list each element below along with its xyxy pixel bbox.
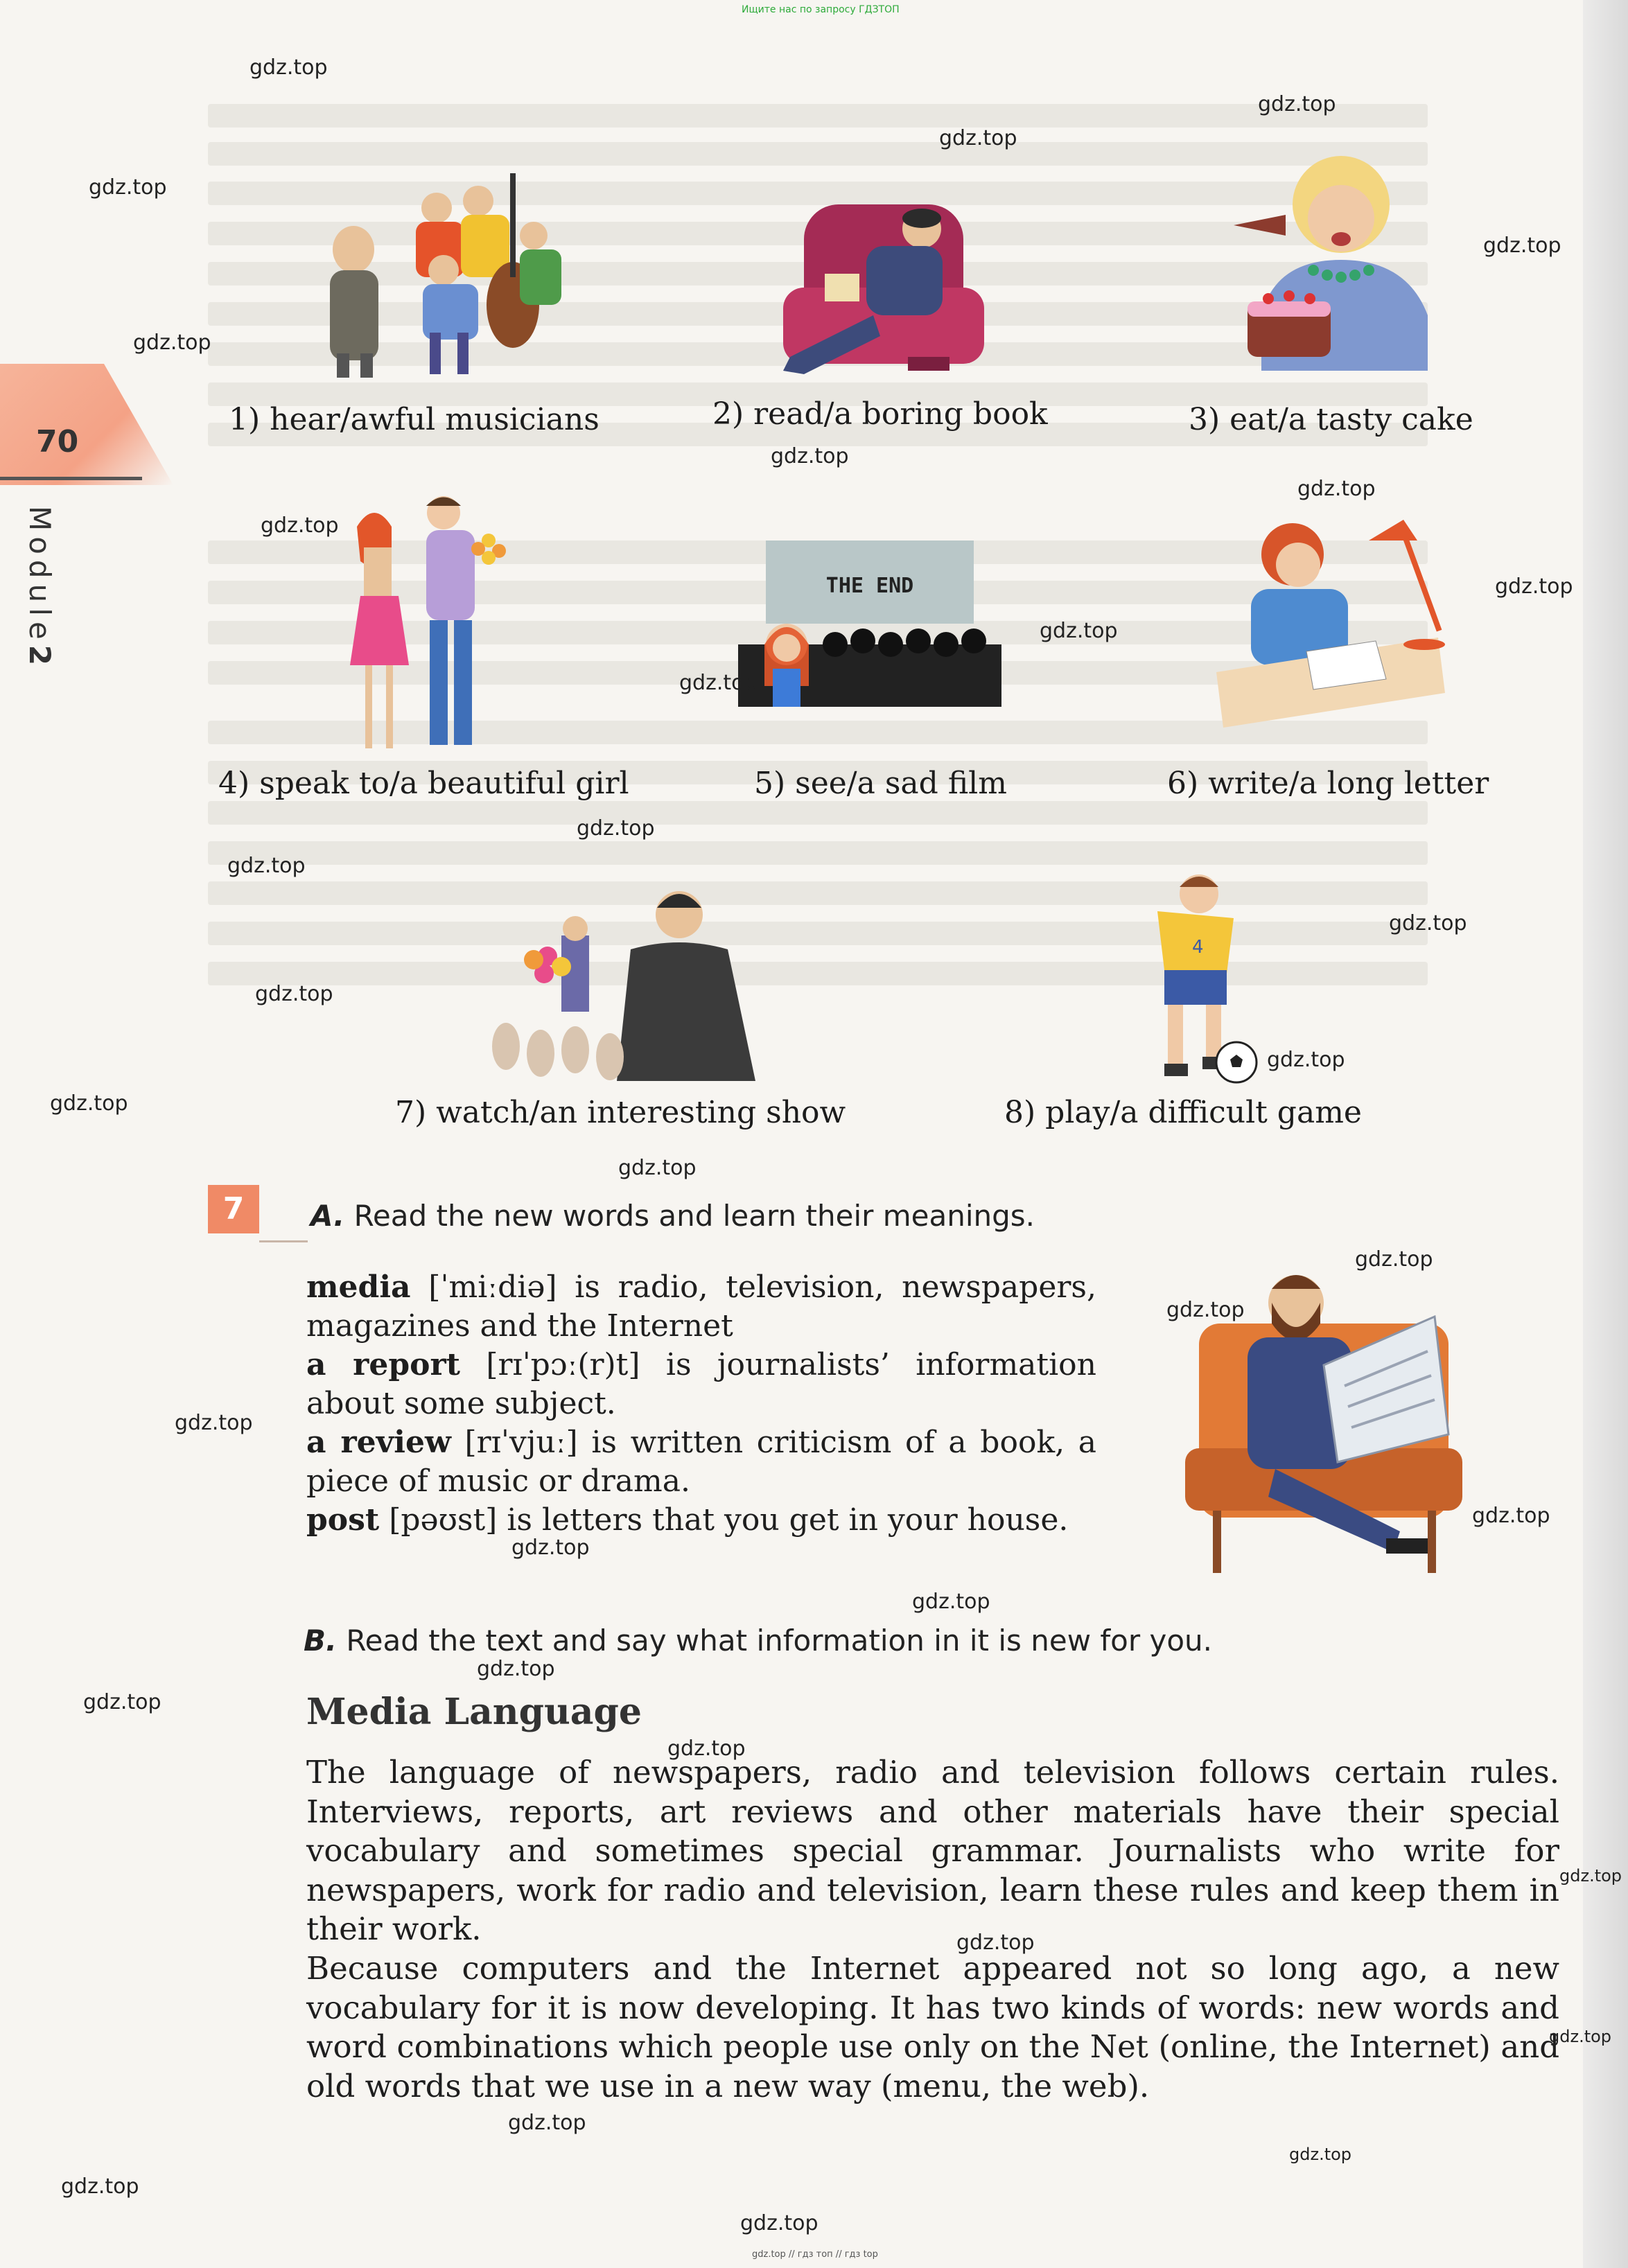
watermark: gdz.top	[227, 854, 306, 878]
watermark: gdz.top	[83, 1690, 161, 1714]
watermark: gdz.top	[1549, 2027, 1612, 2046]
page-gutter-shade	[1583, 0, 1628, 2268]
picture-8-caption: 8) play/a difficult game	[1004, 1095, 1362, 1130]
module-label: Module2	[23, 506, 57, 671]
watermark: gdz.top	[1355, 1247, 1433, 1272]
svg-text:4: 4	[1192, 937, 1204, 958]
exercise-number-line	[259, 1240, 308, 1242]
watermark: gdz.top	[1267, 1048, 1345, 1072]
picture-6-caption: 6) write/a long letter	[1167, 766, 1489, 801]
picture-3-caption: 3) eat/a tasty cake	[1189, 402, 1473, 437]
watermark: gdz.top	[89, 175, 167, 200]
watermark: gdz.top	[939, 126, 1017, 150]
bottom-note: gdz.top // гдз топ // гдз top	[752, 2249, 878, 2260]
picture-2-caption: 2) read/a boring book	[712, 396, 1048, 432]
watermark: gdz.top	[667, 1737, 746, 1761]
watermark: gdz.top	[1289, 2145, 1352, 2164]
watermark: gdz.top	[1258, 92, 1336, 116]
vocabulary-list	[306, 1268, 1096, 1540]
watermark: gdz.top	[261, 513, 339, 538]
picture-7-caption: 7) watch/an interesting show	[395, 1095, 846, 1130]
watermark: gdz.top	[175, 1411, 253, 1435]
part-a-instruction	[310, 1199, 1035, 1233]
watermark: gdz.top	[511, 1536, 590, 1560]
couple-illustration	[322, 492, 537, 762]
watermark: gdz.top	[1040, 619, 1118, 643]
show-illustration	[478, 880, 769, 1081]
watermark: gdz.top	[1166, 1298, 1245, 1322]
watermark: gdz.top	[50, 1091, 128, 1116]
watermark: gdz.top	[679, 671, 758, 695]
watermark: gdz.top	[1559, 1866, 1622, 1885]
vocab-entry: post [pəʊst] is letters that you get in your house.	[306, 1502, 1069, 1538]
watermark: gdz.top	[956, 1931, 1035, 1955]
paragraph: The language of newspapers, radio and television follows certain rules. Interviews, reports, art reviews and other materials have their special vocabulary and sometimes special grammar. Journalists who write for newspapers, work for radio and television, learn these rules and keep them in their work.	[306, 1754, 1559, 1948]
vocab-entry: media [ˈmiːdiə] is radio, television, newspapers, magazines and the Internet	[306, 1269, 1096, 1344]
letter-writer-illustration	[1202, 499, 1452, 728]
media-language-text	[306, 1753, 1559, 2106]
exercise-number: 7	[208, 1185, 259, 1233]
watermark: gdz.top	[618, 1156, 697, 1180]
watermark: gdz.top	[1297, 477, 1376, 501]
watermark: gdz.top	[1495, 574, 1573, 599]
picture-4-caption: 4) speak to/a beautiful girl	[218, 766, 629, 801]
watermark: gdz.top	[61, 2174, 139, 2199]
screen-text: THE END	[825, 574, 914, 598]
cake-eater-illustration	[1220, 142, 1455, 385]
football-icon	[1215, 1041, 1258, 1084]
vocab-entry: a report [rɪˈpɔː(r)t] is journalists’ information about some subject.	[306, 1347, 1096, 1421]
newspaper-reader-illustration	[1171, 1240, 1476, 1580]
page-number: 70	[36, 424, 79, 459]
watermark: gdz.top	[771, 444, 849, 468]
musicians-illustration	[305, 146, 596, 381]
watermark: gdz.top	[133, 331, 211, 355]
side-tab	[0, 364, 173, 485]
watermark: gdz.top	[1483, 234, 1561, 258]
watermark: gdz.top	[477, 1657, 555, 1681]
picture-1-caption: 1) hear/awful musicians	[229, 402, 599, 437]
page-number-rule	[0, 477, 142, 480]
watermark: gdz.top	[255, 982, 333, 1006]
part-a-text: Read the new words and learn their meanings.	[353, 1199, 1035, 1233]
watermark: gdz.top	[1389, 911, 1467, 935]
paragraph: Because computers and the Internet appeared not so long ago, a new vocabulary for it is now developing. It has two kinds of words: new words and word combinations which people use only on the Net (online, the Internet) and old words that we use in a new way (menu, the web).	[306, 1949, 1559, 2104]
text-title: Media Language	[306, 1691, 642, 1733]
vocab-entry: a review [rɪˈvjuː] is written criticism of a book, a piece of music or drama.	[306, 1425, 1096, 1499]
watermark: gdz.top	[577, 816, 655, 841]
top-note: Ищите нас по запросу ГДЗТОП	[742, 4, 900, 15]
bored-reader-illustration	[762, 177, 1012, 385]
watermark: gdz.top	[250, 55, 328, 80]
watermark: gdz.top	[740, 2211, 819, 2235]
cinema-illustration	[738, 540, 1001, 707]
part-b-instruction	[304, 1624, 1212, 1658]
part-b-text: Read the text and say what information in it is new for you.	[346, 1624, 1213, 1658]
part-a-letter: A.	[310, 1199, 345, 1233]
watermark: gdz.top	[1472, 1504, 1550, 1528]
watermark: gdz.top	[912, 1590, 990, 1614]
picture-5-caption: 5) see/a sad film	[754, 766, 1007, 801]
watermark: gdz.top	[508, 2111, 586, 2135]
part-b-letter: B.	[304, 1624, 337, 1658]
